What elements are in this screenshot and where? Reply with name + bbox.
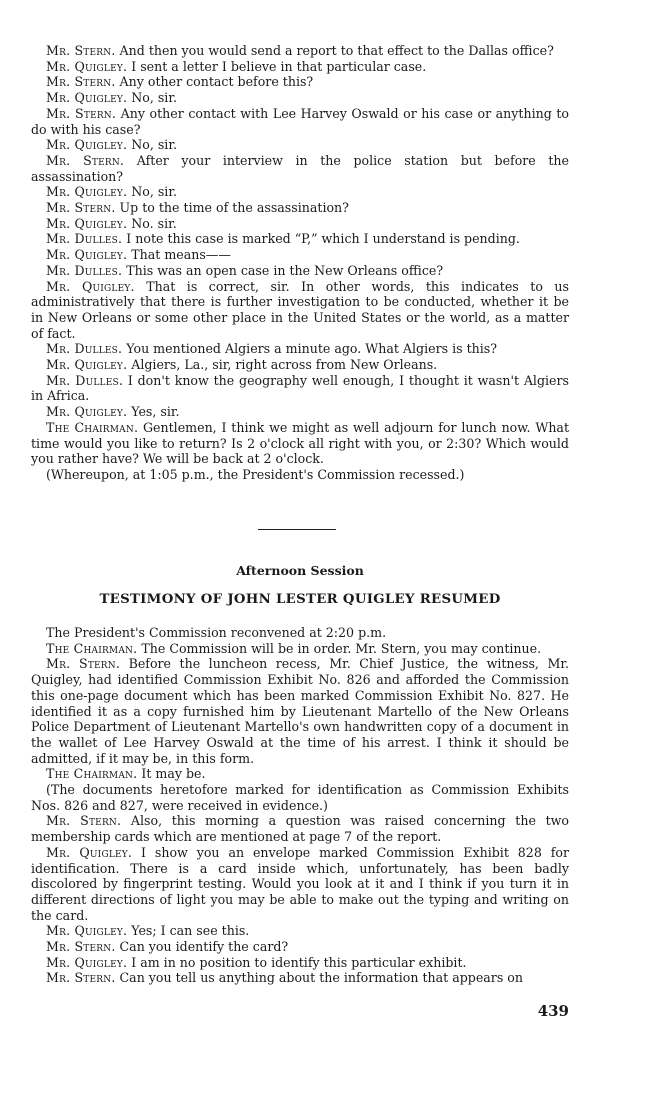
statement-text: Also, this morning a question was raised concerning the two membership cards which are mentioned at page 7 of the report.	[31, 813, 569, 845]
speaker-name: The Chairman.	[46, 419, 139, 435]
statement-text: I don't know the geography well enough, I thought it wasn't Algiers in Africa.	[31, 372, 569, 404]
statement-text: Yes; I can see this.	[127, 923, 250, 939]
testimony-paragraph	[31, 74, 569, 90]
statement-text: That is correct, sir. In other words, this indicates to us administratively that there is further investigation to be conducted, whether it be in New Orleans or some other place in the United States or the world, as a matter of fact.	[31, 278, 569, 341]
speaker-name: The Chairman.	[46, 640, 138, 656]
testimony-paragraph	[31, 939, 569, 955]
statement-text: This was an open case in the New Orleans office?	[122, 262, 444, 278]
statement-text: Algiers, La., sir, right across from New Orleans.	[127, 357, 438, 373]
speaker-name: Mr. Dulles.	[46, 372, 124, 388]
testimony-paragraph	[31, 106, 569, 137]
testimony-paragraph	[31, 467, 569, 483]
testimony-afternoon-block	[31, 625, 569, 986]
testimony-paragraph	[31, 200, 569, 216]
statement-text: I sent a letter I believe in that particular case.	[127, 58, 427, 74]
session-title: Afternoon Session	[236, 563, 364, 578]
testimony-paragraph	[31, 59, 569, 75]
testimony-paragraph	[31, 782, 569, 813]
speaker-name: Mr. Dulles.	[46, 341, 123, 357]
speaker-name: Mr. Quigley.	[46, 58, 128, 74]
statement-text: I note this case is marked “P,” which I understand is pending.	[122, 231, 520, 247]
testimony-paragraph	[31, 766, 569, 782]
testimony-paragraph	[31, 43, 569, 59]
speaker-name: Mr. Stern.	[46, 152, 125, 168]
statement-text: Yes, sir.	[127, 404, 180, 420]
testimony-paragraph	[31, 641, 569, 657]
testimony-paragraph	[31, 845, 569, 924]
statement-text: Can you identify the card?	[115, 939, 289, 955]
testimony-paragraph	[31, 341, 569, 357]
testimony-paragraph	[31, 90, 569, 106]
statement-text: Any other contact before this?	[115, 74, 314, 90]
testimony-paragraph	[31, 404, 569, 420]
speaker-name: Mr. Quigley.	[46, 404, 128, 420]
testimony-paragraph	[31, 373, 569, 404]
statement-text: The President's Commission reconvened at 2:20 p.m.	[46, 625, 387, 640]
statement-text: Up to the time of the assassination?	[115, 200, 349, 216]
speaker-name: Mr. Stern.	[46, 200, 116, 216]
speaker-name: Mr. Stern.	[46, 939, 116, 955]
testimony-paragraph	[31, 970, 569, 986]
speaker-name: Mr. Dulles.	[46, 231, 123, 247]
statement-text: No. sir.	[127, 215, 177, 231]
speaker-name: Mr. Quigley.	[46, 184, 128, 200]
statement-text: (Whereupon, at 1:05 p.m., the President's Commission recessed.)	[46, 466, 465, 482]
speaker-name: Mr. Stern.	[46, 813, 122, 829]
testimony-morning-block	[31, 43, 569, 483]
speaker-name: Mr. Quigley.	[46, 90, 128, 106]
statement-text: Gentlemen, I think we might as well adjourn for lunch now. What time would you like to return? Is 2 o'clock all right with you, or 2:30? Which would you rather have? We will be back at 2 o'clock.	[31, 419, 570, 467]
testimony-paragraph	[31, 357, 569, 373]
speaker-name: Mr. Quigley.	[46, 137, 128, 153]
testimony-heading: TESTIMONY OF JOHN LESTER QUIGLEY RESUMED	[99, 592, 501, 607]
statement-text: I show you an envelope marked Commission Exhibit 828 for identification. There is a card inside which, unfortunately, has been badly discolored by fingerprint testing. Would you look at it and I think if you turn it in different directions of light you may be able to make out the typing and writing on the card.	[31, 844, 569, 923]
statement-text: Before the luncheon recess, Mr. Chief Justice, the witness, Mr. Quigley, had identified Commission Exhibit No. 826 and afforded the Commission this one-page document which has been marked Commission Exhibit No. 827. He identified it as a copy furnished him by Lieutenant Martello of the New Orleans Police Department of Lieutenant Martello's own handwritten copy of a document in the wallet of Lee Harvey Oswald at the time of his arrest. I think it should be admitted, if it may be, in this form.	[31, 656, 569, 766]
speaker-name: Mr. Quigley.	[46, 278, 135, 294]
statement-text: You mentioned Algiers a minute ago. What Algiers is this?	[122, 341, 497, 357]
statement-text: No, sir.	[127, 137, 177, 153]
testimony-paragraph	[31, 184, 569, 200]
statement-text: (The documents heretofore marked for identification as Commission Exhibits Nos. 826 and 827, were received in evidence.)	[31, 782, 569, 813]
testimony-paragraph	[31, 625, 569, 641]
speaker-name: Mr. Quigley.	[46, 954, 128, 970]
speaker-name: Mr. Stern.	[46, 970, 116, 986]
speaker-name: Mr. Quigley.	[46, 923, 128, 939]
testimony-paragraph	[31, 137, 569, 153]
statement-text: After your interview in the police station but before the assassination?	[31, 152, 569, 184]
statement-text: No, sir.	[127, 90, 177, 106]
testimony-paragraph	[31, 420, 569, 467]
testimony-paragraph	[31, 955, 569, 971]
speaker-name: The Chairman.	[46, 766, 138, 782]
speaker-name: Mr. Quigley.	[46, 215, 128, 231]
testimony-paragraph	[31, 153, 569, 184]
statement-text: No, sir.	[127, 184, 177, 200]
speaker-name: Mr. Stern.	[46, 43, 116, 58]
testimony-paragraph	[31, 279, 569, 342]
statement-text: Can you tell us anything about the information that appears on	[115, 970, 523, 986]
testimony-paragraph	[31, 263, 569, 279]
testimony-paragraph	[31, 656, 569, 766]
speaker-name: Mr. Stern.	[46, 105, 117, 121]
statement-text: And then you would send a report to that effect to the Dallas office?	[115, 43, 554, 58]
section-divider	[258, 529, 336, 530]
testimony-paragraph	[31, 216, 569, 232]
testimony-paragraph	[31, 813, 569, 844]
testimony-paragraph	[31, 247, 569, 263]
speaker-name: Mr. Stern.	[46, 656, 121, 672]
speaker-name: Mr. Quigley.	[46, 357, 128, 373]
statement-text: Any other contact with Lee Harvey Oswald or his case or anything to do with his case?	[31, 105, 569, 137]
statement-text: That means——	[127, 247, 231, 263]
testimony-paragraph	[31, 231, 569, 247]
speaker-name: Mr. Quigley.	[46, 844, 133, 860]
page-number: 439	[537, 1002, 569, 1020]
statement-text: The Commission will be in order. Mr. Stern, you may continue.	[137, 640, 542, 656]
speaker-name: Mr. Quigley.	[46, 247, 128, 263]
statement-text: I am in no position to identify this particular exhibit.	[127, 954, 467, 970]
speaker-name: Mr. Dulles.	[46, 262, 123, 278]
speaker-name: Mr. Stern.	[46, 74, 116, 90]
statement-text: It may be.	[137, 766, 206, 782]
testimony-paragraph	[31, 923, 569, 939]
